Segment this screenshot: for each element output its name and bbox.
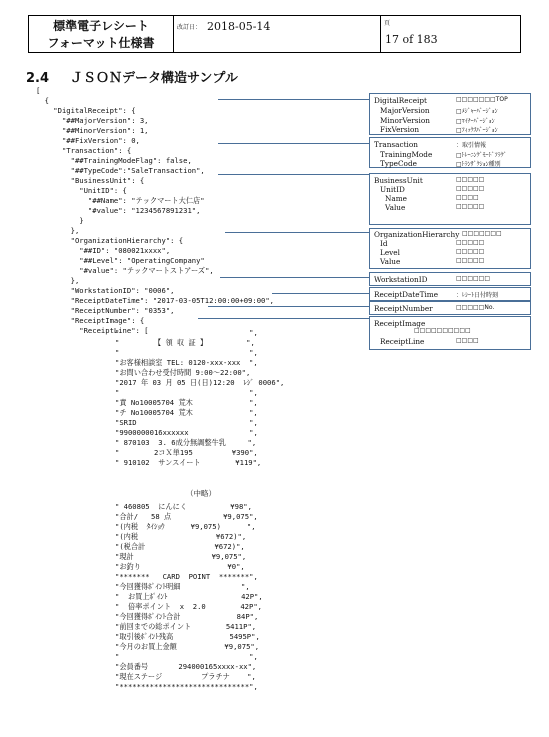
connector-line xyxy=(220,277,369,278)
code-line: "(内税 ¥672)", xyxy=(115,532,247,541)
field-description: □ﾌｨｯｸｽﾊﾞｰｼﾞｮﾝ xyxy=(456,127,498,134)
field-name: WorkstationID xyxy=(374,275,428,284)
document-header xyxy=(28,15,521,53)
json-code-top xyxy=(36,86,274,336)
field-name: Value xyxy=(385,203,406,212)
ref-box-digital-receipt xyxy=(369,93,531,135)
ref-box-workstation-id xyxy=(369,272,531,286)
field-description: □□□□□ xyxy=(456,176,485,183)
section-number: 2.4 xyxy=(26,71,50,86)
code-line: "お釣り ¥0", xyxy=(115,562,245,571)
section-title: ＪＳＯＮデータ構造サンプル xyxy=(70,71,238,86)
connector-line xyxy=(218,143,369,144)
code-line: "ReceiptImage": { xyxy=(36,316,145,325)
ref-box-organization-hierarchy xyxy=(369,228,531,269)
code-line: " お買上ﾎﾟｲﾝﾄ 42P", xyxy=(115,592,263,601)
code-line: "##MinorVersion": 1, xyxy=(36,126,149,135)
code-line: "##Level": "OperatingCompany" xyxy=(36,256,205,265)
field-description: □□□□□□ xyxy=(456,275,491,282)
ref-box-receipt-number xyxy=(369,301,531,315)
code-line: " 2コＸ単195 ¥390", xyxy=(115,448,258,457)
code-line: " ", xyxy=(115,348,258,357)
doc-title-line2: フォーマット仕様書 xyxy=(47,36,155,50)
page-label: 頁 xyxy=(384,20,391,27)
code-line: " 倍率ポイント x 2.0 42P", xyxy=(115,602,262,611)
field-description: □□□□ xyxy=(456,194,479,201)
field-name: Value xyxy=(380,257,401,266)
code-line: "##Name": "テックマート大仁店" xyxy=(36,196,205,205)
code-line: "#value": "テックマートストアーズ", xyxy=(36,266,214,275)
code-line: " ", xyxy=(115,328,258,337)
code-line: "今回獲得ﾎﾟｲﾝﾄ合計 84P", xyxy=(115,612,259,621)
code-line: "責 No10005704 荒木 ", xyxy=(115,398,258,407)
code-line: "ReceiptNumber": "0353", xyxy=(36,306,175,315)
code-line: "(内税 ﾀｲｼｮｳ ¥9,075) ", xyxy=(115,522,256,531)
field-name: Level xyxy=(380,248,400,257)
code-line: "今回獲得ﾎﾟｲﾝﾄ明細 ", xyxy=(115,582,250,591)
field-description: □□□□□□□□□□ xyxy=(414,327,471,334)
receipt-lines-lower xyxy=(115,502,263,692)
code-line: "******************************", xyxy=(115,682,258,691)
section-heading xyxy=(26,67,238,86)
ref-box-receipt-datetime xyxy=(369,287,531,301)
field-description: □□□□□ xyxy=(456,203,485,210)
page-cell xyxy=(381,16,520,52)
field-name: MinorVersion xyxy=(380,116,430,125)
code-line: "##MajorVersion": 3, xyxy=(36,116,149,125)
code-line: "##TypeCode":"SaleTransaction", xyxy=(36,166,205,175)
field-description: □□□□□□□TOP xyxy=(456,96,508,103)
revision-cell xyxy=(174,16,381,52)
field-description: □□□□□ xyxy=(456,185,485,192)
code-line: [ xyxy=(36,86,41,95)
field-name: ReceiptNumber xyxy=(374,304,433,313)
field-name: ReceiptLine xyxy=(380,337,425,346)
revision-date: 2018-05-14 xyxy=(207,20,271,33)
ref-box-receipt-image xyxy=(369,316,531,350)
field-description: ：取引情報 xyxy=(456,142,487,149)
code-line: "Transaction": { xyxy=(36,146,132,155)
code-line: { xyxy=(36,96,49,105)
field-name: ReceiptImage xyxy=(374,319,426,328)
doc-title-line1: 標準電子レシート xyxy=(53,19,149,33)
code-line: "2017 年 03 月 05 日(日)12:20 ﾚｼﾞ 0006", xyxy=(115,378,285,387)
code-line: "##ID": "080021xxxx", xyxy=(36,246,171,255)
code-line: }, xyxy=(36,226,80,235)
field-name: Id xyxy=(380,239,388,248)
field-name: BusinessUnit xyxy=(374,176,423,185)
code-line: "お問い合わせ受付時間 9:00～22:00", xyxy=(115,368,251,377)
code-line: " ", xyxy=(115,388,258,397)
connector-line xyxy=(272,293,369,294)
field-description: □□□□ xyxy=(456,337,479,344)
field-name: DigitalReceipt xyxy=(374,96,427,105)
field-description: □ﾏｲﾅｰﾊﾞｰｼﾞｮﾝ xyxy=(456,118,495,125)
code-line: "ReceiptDateTime": "2017-03-05T12:00:00+09:00", xyxy=(36,296,274,305)
field-name: ReceiptDateTime xyxy=(374,290,439,299)
code-line: "WorkstationID": "0006", xyxy=(36,286,175,295)
code-line: "9900000016xxxxxx ", xyxy=(115,428,258,437)
field-description: □□□□□□□ xyxy=(462,230,502,237)
code-line: " 【 領 収 証 】 ", xyxy=(115,338,255,347)
field-name: MajorVersion xyxy=(380,106,430,115)
field-name: TypeCode xyxy=(380,159,417,168)
code-line: "BusinessUnit": { xyxy=(36,176,145,185)
connector-line xyxy=(218,99,369,100)
code-line: "OrganizationHierarchy": { xyxy=(36,236,184,245)
code-line: "SRID ", xyxy=(115,418,258,427)
field-name: Transaction xyxy=(374,140,418,149)
page-number: 17 of 183 xyxy=(385,33,438,46)
code-line: "前回までの総ポイント 5411P", xyxy=(115,622,257,631)
code-line: "##TrainingModeFlag": false, xyxy=(36,156,192,165)
code-line: "取引後ﾎﾟｲﾝﾄ残高 5495P", xyxy=(115,632,260,641)
receipt-lines-upper xyxy=(115,328,284,468)
connector-line xyxy=(198,318,369,319)
field-name: Name xyxy=(385,194,407,203)
code-line: } xyxy=(36,216,84,225)
field-description: □ﾄﾗﾝｻﾞｸｼｮﾝ種別 xyxy=(456,161,501,168)
code-line: "今月のお買上金額 ¥9,075", xyxy=(115,642,260,651)
code-line: " ", xyxy=(115,652,258,661)
code-line: "現計 ¥9,075", xyxy=(115,552,247,561)
code-line: "会員番号 294000165xxxx-xx", xyxy=(115,662,257,671)
connector-line xyxy=(208,306,369,307)
ref-box-business-unit xyxy=(369,173,531,225)
code-line: " 910102 サンスイート ¥119", xyxy=(115,458,262,467)
field-name: UnitID xyxy=(380,185,405,194)
field-description: □□□□□No. xyxy=(456,304,495,311)
doc-title-cell xyxy=(29,16,174,52)
code-line: "##FixVersion": 0, xyxy=(36,136,140,145)
connector-line xyxy=(225,232,369,233)
code-line: " 460805 にんにく ¥98", xyxy=(115,502,252,511)
code-line: "チ No10005704 荒木 ", xyxy=(115,408,258,417)
code-line: "UnitID": { xyxy=(36,186,127,195)
field-description: ：ﾚｼｰﾄ日付時刻 xyxy=(456,292,499,299)
field-description: □□□□□ xyxy=(456,248,485,255)
code-line: }, xyxy=(36,276,80,285)
revision-label: 改訂日： xyxy=(177,24,202,31)
code-line: "(税合計 ¥672)", xyxy=(115,542,245,551)
code-line: " 870103 3. 6成分無調整牛乳 ", xyxy=(115,438,257,447)
code-line: "合計/ 58 点 ¥9,075", xyxy=(115,512,258,521)
field-description: □ﾄﾚｰﾆﾝｸﾞﾓｰﾄﾞﾌﾗｸﾞ xyxy=(456,152,507,159)
code-line: "DigitalReceipt": { xyxy=(36,106,136,115)
field-description: □□□□□ xyxy=(456,257,485,264)
field-description: □□□□□ xyxy=(456,239,485,246)
code-line: "お客様相談室 TEL: 0120-xxx-xxx ", xyxy=(115,358,258,367)
code-line: "現在ステージ プラチナ ", xyxy=(115,672,256,681)
ref-box-transaction xyxy=(369,137,531,168)
code-line: "******* CARD POINT *******", xyxy=(115,572,258,581)
omitted-marker: （中略） xyxy=(186,489,216,498)
field-name: TrainingMode xyxy=(380,150,433,159)
field-description: □ﾒｼﾞｬｰﾊﾞｰｼﾞｮﾝ xyxy=(456,108,498,115)
connector-line xyxy=(218,174,369,175)
field-name: OrganizationHierarchy xyxy=(374,230,460,239)
code-line: "#value": "1234567891231", xyxy=(36,206,201,215)
field-name: FixVersion xyxy=(380,125,420,134)
code-line: "ReceiptLine": [ xyxy=(36,326,149,335)
